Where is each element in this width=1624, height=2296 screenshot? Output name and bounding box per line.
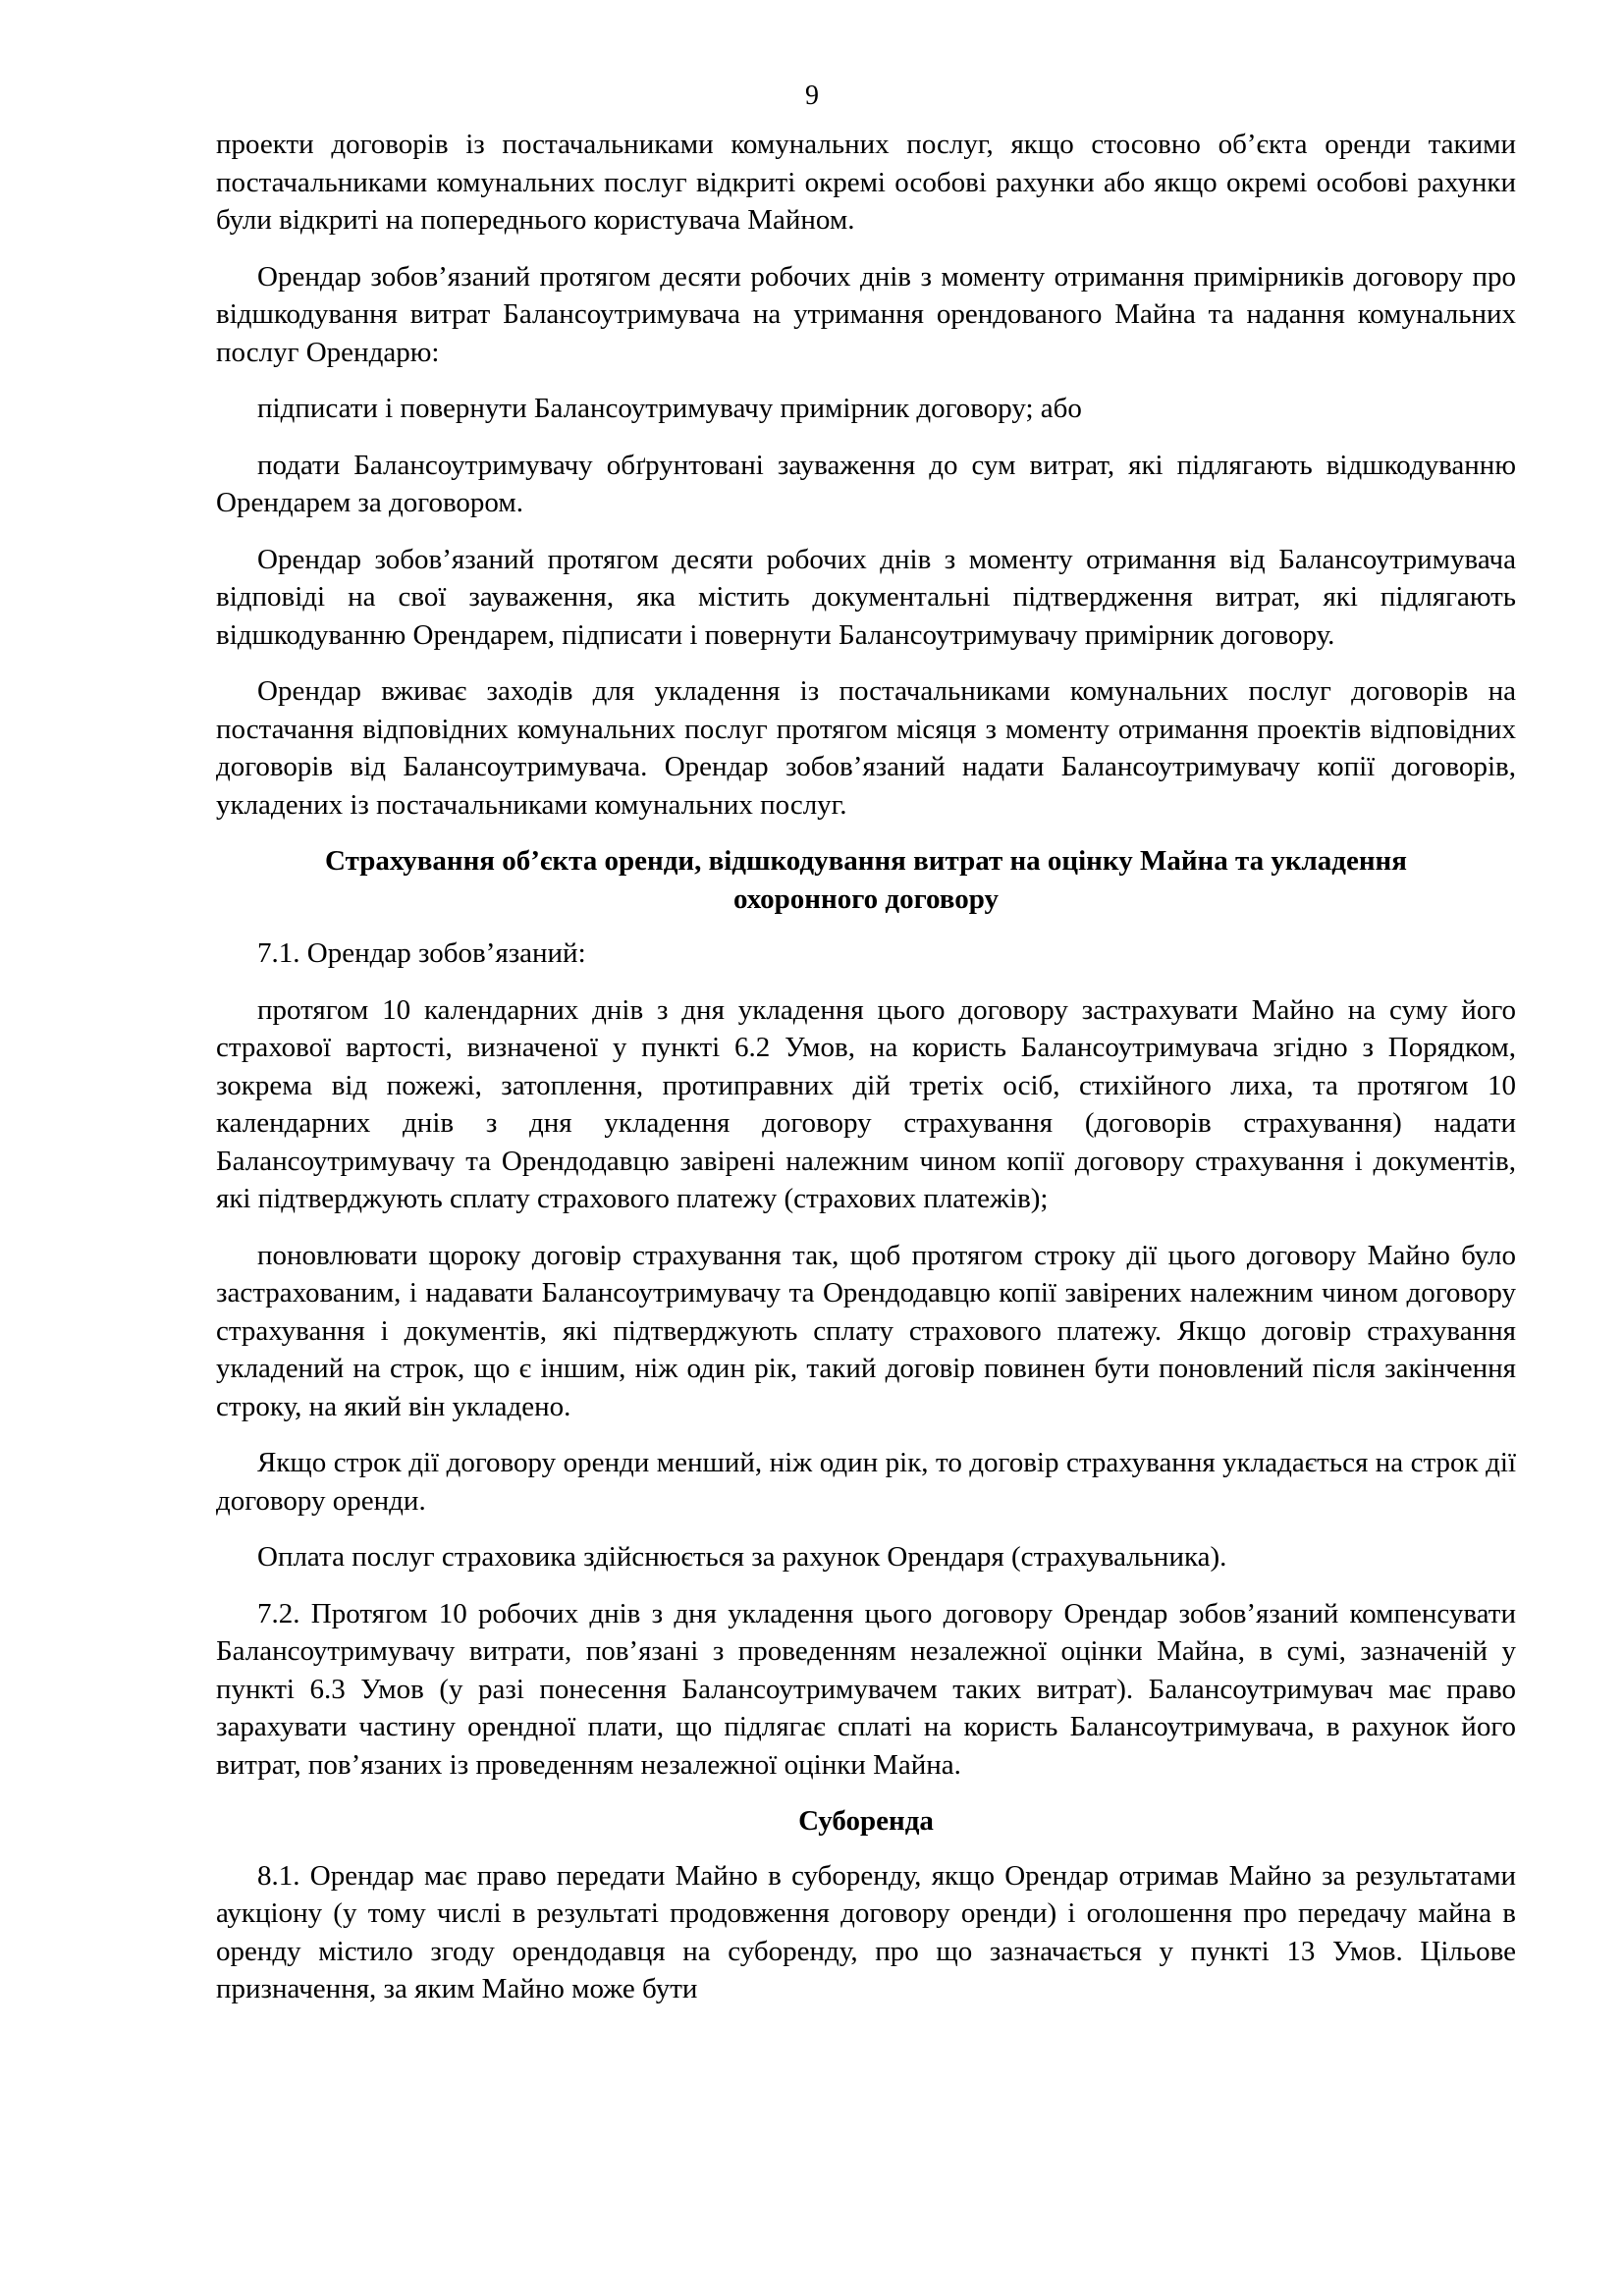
paragraph: 7.1. Орендар зобов’язаний: [257,937,586,969]
paragraph: проекти договорів із постачальниками комунальних послуг, якщо стосовно об’єкта оренди такими постачальниками комунальних послуг відкриті окремі особові рахунки або якщо окремі особові рахунки були відкриті на попереднього користувача Майном. [216,129,1516,236]
paragraph: 8.1. Орендар має право передати Майно в суборенду, якщо Орендар отримав Майно за результатами аукціону (у тому числі в результаті продовження договору оренди) і оголошення про передачу майна в оренду містило згоду орендодавця на суборенду, про що зазначається у пункті 13 Умов. Цільове призначення, за яким Майно може бути [216,1859,1516,2004]
paragraph: протягом 10 календарних днів з дня укладення цього договору застрахувати Майно на суму його страхової вартості, визначеної у пункті 6.2 Умов, на користь Балансоутримувача згідно з Порядком, зокрема від пожежі, затоплення, протиправних дій третіх осіб, стихійного лиха, та протягом 10 календарних днів з дня укладення договору страхування (договорів страхування) надати Балансоутримувачу та Орендодавцю завірені належним чином копії договору страхування і документів, які підтверджують сплату страхового платежу (страхових платежів); [216,993,1516,1214]
section-heading-sublease: Суборенда [798,1805,934,1837]
paragraph: підписати і повернути Балансоутримувачу примірник договору; або [257,393,1082,424]
page-number: 9 [805,80,819,111]
paragraph: поновлювати щороку договір страхування так, щоб протягом строку дії цього договору Майно було застрахованим, і надавати Балансоутримувачу та Орендодавцю копії завірених належним чином договору страхування і документів, які підтверджують сплату страхового платежу. Якщо договір страхування укладений на строк, що є іншим, ніж один рік, такий договір повинен бути поновлений після закінчення строку, на який він укладено. [216,1239,1516,1422]
paragraph: 7.2. Протягом 10 робочих днів з дня укладення цього договору Орендар зобов’язаний компенсувати Балансоутримувачу витрати, пов’язані з проведенням незалежної оцінки Майна, в сумі, зазначеній у пункті 6.3 Умов (у разі понесення Балансоутримувачем таких витрат). Балансоутримувач має право зарахувати частину орендної плати, що підлягає сплаті на користь Балансоутримувача, в рахунок його витрат, пов’язаних із проведенням незалежної оцінки Майна. [216,1597,1516,1781]
document-body [216,126,1516,2027]
paragraph: подати Балансоутримувачу обґрунтовані зауваження до сум витрат, які підлягають відшкодуванню Орендарем за договором. [216,449,1516,518]
paragraph: Якщо строк дії договору оренди менший, ніж один рік, то договір страхування укладається на строк дії договору оренди. [216,1447,1516,1517]
paragraph: Оплата послуг страховика здійснюється за рахунок Орендаря (страхувальника). [257,1541,1227,1573]
paragraph: Орендар вживає заходів для укладення із постачальниками комунальних послуг договорів на постачання відповідних комунальних послуг протягом місяця з моменту отримання проектів відповідних договорів від Балансоутримувача. Орендар зобов’язаний надати Балансоутримувачу копії договорів, укладених із постачальниками комунальних послуг. [216,675,1516,821]
paragraph: Орендар зобов’язаний протягом десяти робочих днів з моменту отримання примірників договору про відшкодування витрат Балансоутримувача на утримання орендованого Майна та надання комунальних послуг Орендарю: [216,260,1516,368]
paragraph: Орендар зобов’язаний протягом десяти робочих днів з моменту отримання від Балансоутримувача відповіді на свої зауваження, яка містить документальні підтвердження витрат, які підлягають відшкодуванню Орендарем, підписати і повернути Балансоутримувачу примірник договору. [216,543,1516,651]
section-heading-insurance: Страхування об’єкта оренди, відшкодування витрат на оцінку Майна та укладення охоронного договору [325,845,1407,915]
